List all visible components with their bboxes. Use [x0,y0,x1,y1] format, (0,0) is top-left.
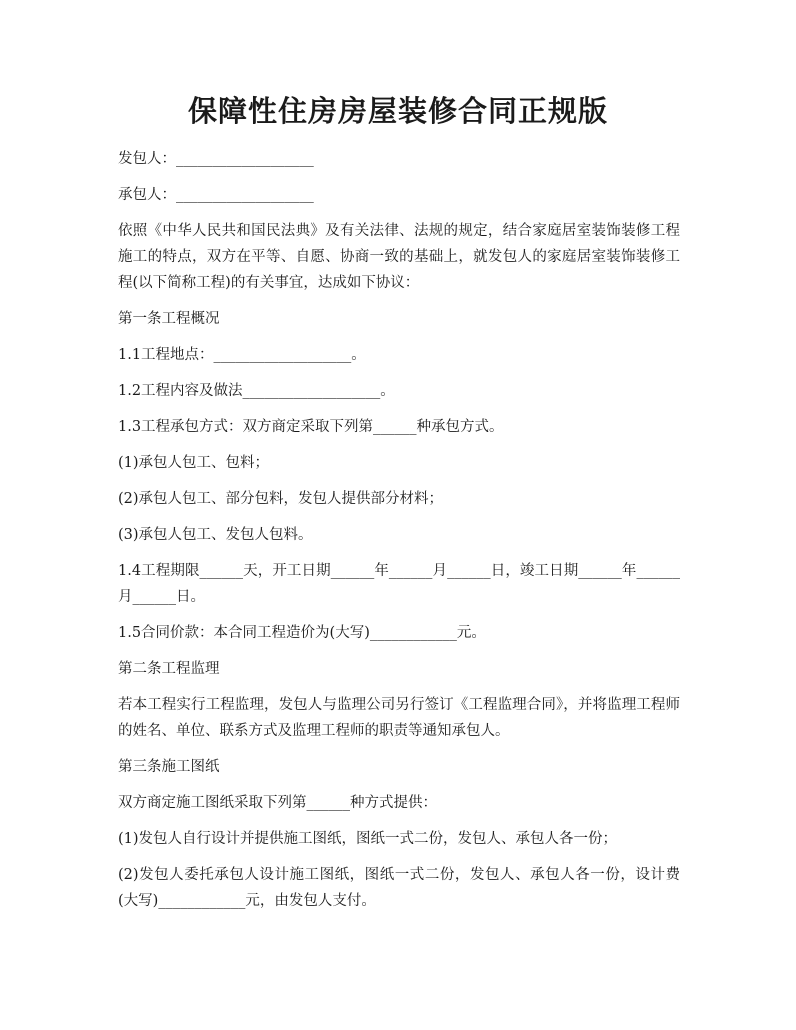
drawing-option-1: (1)发包人自行设计并提供施工图纸，图纸一式二份，发包人、承包人各一份； [118,831,618,847]
article-1-heading: 第一条工程概况 [118,311,220,327]
clause-1-5: 1.5合同价款：本合同工程造价为(大写)____________元。 [118,625,486,641]
drawing-option-2: (2)发包人委托承包人设计施工图纸，图纸一式二份，发包人、承包人各一份，设计费(大写)____________元，由发包人支付。 [118,867,680,909]
document-body [118,146,680,924]
article-2-paragraph: 若本工程实行工程监理，发包人与监理公司另行签订《工程监理合同》，并将监理工程师的姓名、单位、联系方式及监理工程师的职责等通知承包人。 [118,697,680,739]
article-3-intro: 双方商定施工图纸采取下列第______种方式提供： [118,795,437,811]
clause-1-2: 1.2工程内容及做法___________________。 [118,383,395,399]
document-title: 保障性住房房屋装修合同正规版 [187,94,608,128]
clause-1-4: 1.4工程期限______天，开工日期______年______月______日，竣工日期______年______月______日。 [118,563,680,605]
party-a-line: 发包人：___________________ [118,151,314,167]
clause-1-3: 1.3工程承包方式：双方商定采取下列第______种承包方式。 [118,419,504,435]
party-b-line: 承包人：___________________ [118,187,314,203]
article-3-heading: 第三条施工图纸 [118,759,220,775]
article-2-heading: 第二条工程监理 [118,661,220,677]
clause-1-1: 1.1工程地点：___________________。 [118,347,366,363]
option-3: (3)承包人包工、发包人包料。 [118,527,313,543]
option-1: (1)承包人包工、包料； [118,455,270,471]
option-2: (2)承包人包工、部分包料，发包人提供部分材料； [118,491,444,507]
preamble-paragraph: 依照《中华人民共和国民法典》及有关法律、法规的规定，结合家庭居室装饰装修工程施工的特点，双方在平等、自愿、协商一致的基础上，就发包人的家庭居室装饰装修工程(以下简称工程)的有关事宜，达成如下协议： [118,223,680,291]
